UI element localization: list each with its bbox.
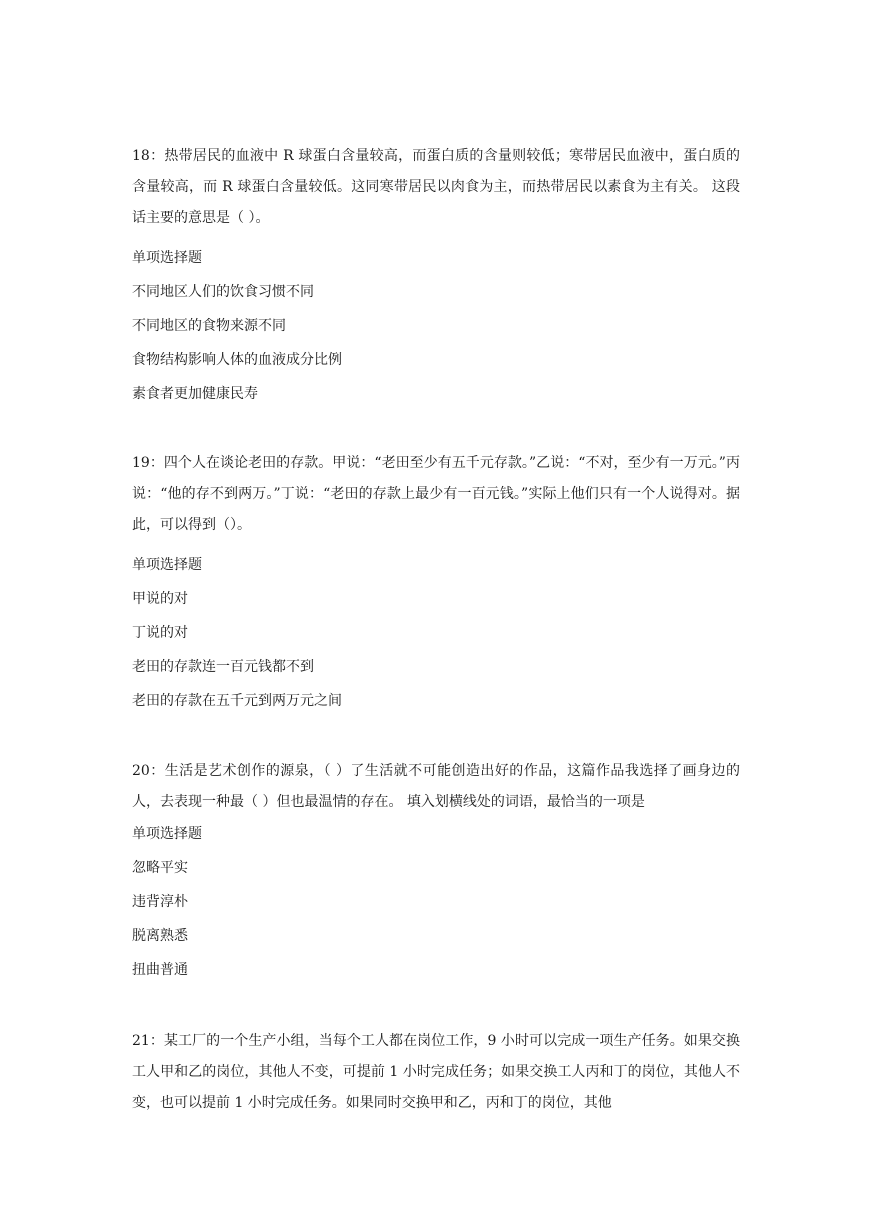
option: 甲说的对	[132, 591, 188, 607]
option: 老田的存款在五千元到两万元之间	[132, 693, 342, 709]
option: 素食者更加健康民寿	[132, 386, 258, 402]
question-stem: 20：生活是艺术创作的源泉，（ ）了生活就不可能创造出好的作品，这篇作品我选择了画身边的人，去表现一种最（ ）但也最温情的存在。 填入划横线处的词语，最恰当的一项是	[132, 763, 740, 810]
option: 忽略平实	[132, 860, 188, 876]
question-type-label: 单项选择题	[132, 557, 202, 573]
option: 老田的存款连一百元钱都不到	[132, 659, 314, 675]
question-type-label: 单项选择题	[132, 826, 202, 842]
option: 丁说的对	[132, 625, 188, 641]
option: 食物结构影响人体的血液成分比例	[132, 352, 342, 368]
question-18	[132, 141, 740, 404]
question-20	[132, 756, 740, 980]
option: 违背淳朴	[132, 894, 188, 910]
option: 扭曲普通	[132, 962, 188, 978]
question-stem: 21：某工厂的一个生产小组，当每个工人都在岗位工作，9 小时可以完成一项生产任务。如果交换工人甲和乙的岗位，其他人不变，可提前 1 小时完成任务；如果交换工人丙和丁的岗位，其他人不变，也可以提前 1 小时完成任务。如果同时交换甲和乙，丙和丁的岗位，其他	[132, 1033, 740, 1111]
option: 不同地区的食物来源不同	[132, 318, 286, 334]
question-19	[132, 448, 740, 711]
question-21	[132, 1026, 740, 1119]
question-type-label: 单项选择题	[132, 250, 202, 266]
question-stem: 19：四个人在谈论老田的存款。甲说：“老田至少有五千元存款。”乙说：“不对，至少有一万元。”丙说：“他的存不到两万。”丁说：“老田的存款上最少有一百元钱。”实际上他们只有一个人说得对。据此，可以得到（）。	[132, 455, 740, 533]
option: 脱离熟悉	[132, 928, 188, 944]
option: 不同地区人们的饮食习惯不同	[132, 284, 314, 300]
question-stem: 18：热带居民的血液中 R 球蛋白含量较高，而蛋白质的含量则较低；寒带居民血液中，蛋白质的含量较高，而 R 球蛋白含量较低。这同寒带居民以肉食为主，而热带居民以素食为主有关。 这段话主要的意思是（ ）。	[132, 148, 740, 226]
